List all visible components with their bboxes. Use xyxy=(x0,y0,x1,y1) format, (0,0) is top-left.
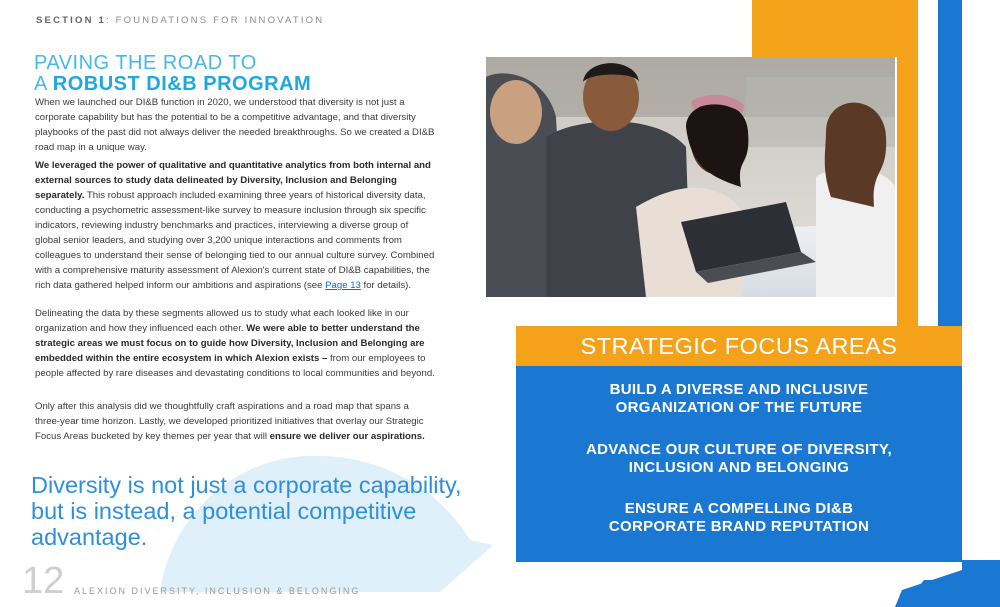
page-title-prefix: A xyxy=(34,73,53,95)
page-title-line2 xyxy=(34,73,311,96)
photo-illustration xyxy=(486,57,895,297)
footer-label: ALEXION DIVERSITY, INCLUSION & BELONGING xyxy=(74,586,361,596)
paragraph-3-text: Delineating the data by these segments allowed us to study what each looked like in our organization and how they influenced each other. xyxy=(35,308,409,334)
section-number: SECTION 1 xyxy=(36,15,106,26)
paragraph-3 xyxy=(35,306,435,381)
page-title-bold: ROBUST DI&B PROGRAM xyxy=(52,73,312,95)
paragraph-1: When we launched our DI&B function in 2020, we understood that diversity is not just a corporate capability but has the potential to be a competitive advantage, and that diversity playbooks of the past did not always deliver the needed breakthroughs. So we created a DI&B road map in a unique way. xyxy=(35,97,435,153)
focus-area-3-line1: ENSURE A COMPELLING DI&B xyxy=(624,500,854,517)
focus-area-1 xyxy=(516,381,962,417)
paragraph-2 xyxy=(35,158,435,293)
paragraph-4 xyxy=(35,399,435,444)
paragraph-4-bold: ensure we deliver our aspirations. xyxy=(269,431,425,442)
paragraph-3-bold: We were able to better understand the strategic areas we must focus on to guide how Diversity, Inclusion and Belonging are embedded within the entire ecosystem in which Alexion exists – xyxy=(35,323,425,364)
section-header xyxy=(36,15,324,26)
focus-area-1-line1: BUILD A DIVERSE AND INCLUSIVE xyxy=(609,381,869,398)
focus-area-1-line2: ORGANIZATION OF THE FUTURE xyxy=(615,399,863,416)
strategic-focus-panel xyxy=(516,366,962,562)
focus-area-3-line2: CORPORATE BRAND REPUTATION xyxy=(608,518,870,535)
paragraph-4-text: Only after this analysis did we thoughtfully craft aspirations and a road map that spans a three-year time horizon. Lastly, we developed prioritized initiatives that overlay our Strategic Focus Areas bucketed by key themes per year that will xyxy=(35,401,424,442)
strategic-focus-title: STRATEGIC FOCUS AREAS xyxy=(516,326,962,366)
focus-area-3 xyxy=(516,500,962,536)
team-meeting-photo xyxy=(486,57,895,297)
section-title: FOUNDATIONS FOR INNOVATION xyxy=(110,15,325,26)
paragraph-3-end: from our employees to people affected by rare diseases and devastating conditions to local communities and beyond. xyxy=(35,353,435,379)
focus-area-2-line1: ADVANCE OUR CULTURE OF DIVERSITY, xyxy=(585,441,893,458)
focus-area-2 xyxy=(516,441,962,477)
paragraph-2-text: This robust approach included examining three years of historical diversity data, conducting a psychometric assessment-like survey to measure inclusion through six specific indicators, reviewing industry benchmarks and practices, interviewing a diverse group of global senior leaders, and studying over 3,200 unique interactions and comments from colleagues to understand their sense of belonging tied to our annual culture survey. Combined with a comprehensive maturity assessment of Alexion's current state of DI&B capabilities, the rich data gathered helped inform our ambitions and aspirations (see xyxy=(35,190,435,291)
section-separator: : xyxy=(105,15,111,26)
blue-notch-shape xyxy=(516,562,962,607)
page-number: 12 xyxy=(22,560,65,602)
paragraph-2-bold: We leveraged the power of qualitative and quantitative analytics from both internal and external sources to study data delineated by Diversity, Inclusion and Belonging separately. xyxy=(35,160,431,201)
pull-quote: Diversity is not just a corporate capability, but is instead, a potential competitive advantage. xyxy=(31,472,462,550)
page-13-link[interactable]: Page 13 xyxy=(325,280,361,291)
paragraph-2-end: for details). xyxy=(360,280,411,291)
page-title-line1: PAVING THE ROAD TO xyxy=(34,52,257,74)
focus-area-2-line2: INCLUSION AND BELONGING xyxy=(628,459,850,476)
